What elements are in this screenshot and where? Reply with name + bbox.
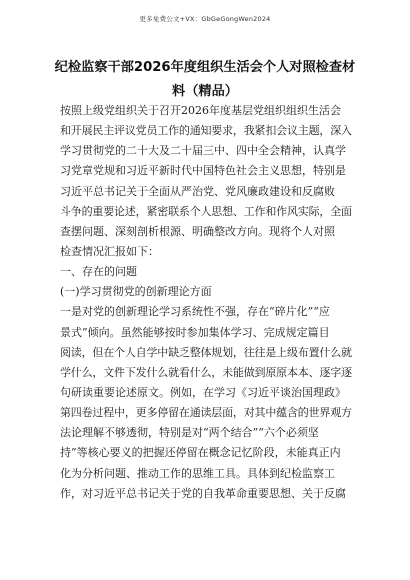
section-heading: 一、存在的问题 — [60, 265, 137, 279]
body-line: 作，对习近平总书记关于党的自我革命重要思想、关于反腐 — [60, 486, 346, 500]
body-line: 按照上级党组织关于召开2026年度基层党组织组织生活会 — [60, 104, 341, 117]
body-line: 持”等核心要义的把握还停留在概念记忆阶段，未能真正内 — [60, 446, 341, 460]
document-body — [60, 101, 352, 504]
document-title — [52, 56, 358, 104]
body-line: 和开展民主评议党员工作的通知要求，我紧扣会议主题，深入 — [60, 124, 352, 138]
body-line: 阅读，但在个人自学中缺乏整体规划，往往是上级布置什么就 — [60, 345, 352, 359]
subsection-heading: (一)学习贯彻党的创新理论方面 — [60, 285, 212, 299]
body-line: 化为分析问题、推动工作的思维工具。具体到纪检监察工 — [60, 466, 335, 480]
body-line: 习近平总书记关于全面从严治党、党风廉政建设和反腐败 — [60, 184, 335, 198]
body-line: 学什么，文件下发什么就看什么，未能做到原原本本、逐字逐 — [60, 365, 352, 379]
body-line: 景式”倾向。虽然能够按时参加集体学习、完成规定篇目 — [60, 325, 330, 339]
body-line: 一是对党的创新理论学习系统性不强，存在“碎片化”“应 — [60, 305, 330, 319]
body-line: 斗争的重要论述，紧密联系个人思想、工作和作风实际，全面 — [60, 204, 352, 218]
body-line: 学习贯彻党的二十大及二十届三中、四中全会精神，认真学 — [60, 144, 346, 158]
body-line: 查摆问题、深刻剖析根源、明确整改方向。现将个人对照 — [60, 224, 335, 238]
body-line: 法论理解不够透彻，特别是对“两个结合”“六个必须坚 — [60, 426, 319, 440]
body-line: 习党章党规和习近平新时代中国特色社会主义思想，特别是 — [60, 164, 346, 178]
document-title-line-2: 料（精品） — [172, 84, 238, 99]
body-line: 第四卷过程中，更多停留在通读层面，对其中蕴含的世界观方 — [60, 406, 352, 420]
document-title-line-1: 纪检监察干部2026年度组织生活会个人对照检查材 — [54, 60, 356, 75]
body-line: 句研读重要论述原文。例如，在学习《习近平谈治国理政》 — [60, 385, 346, 399]
page-header: 更多免费公文+VX：GbGeGongWen2024 — [139, 15, 271, 23]
body-line: 检查情况汇报如下： — [60, 244, 159, 258]
